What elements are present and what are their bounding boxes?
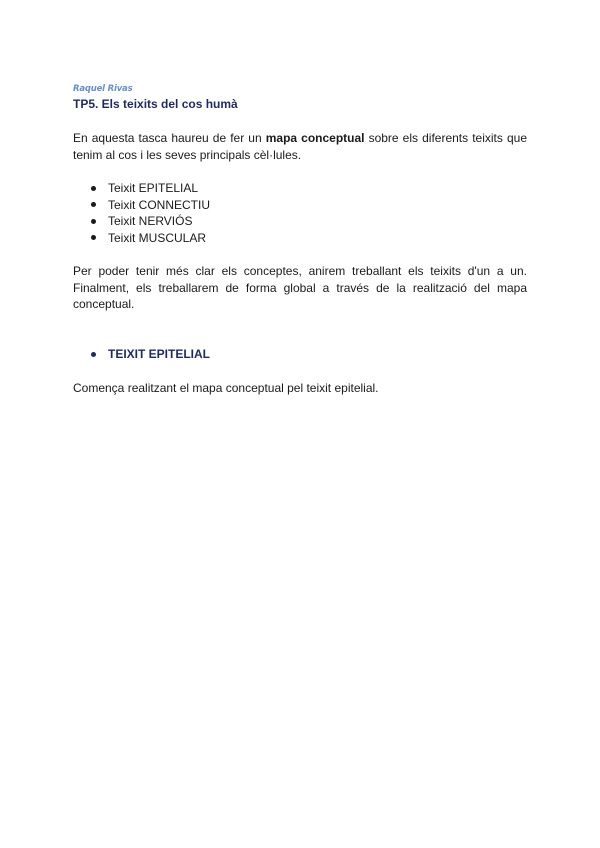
body-paragraph: Per poder tenir més clar els conceptes, anirem treballant els teixits d'un a un. Finalment, els treballarem de forma global a través de la realització del mapa conceptual.: [73, 264, 527, 312]
section-paragraph: Comença realitzant el mapa conceptual pel teixit epitelial.: [73, 381, 379, 395]
bullet-icon: [91, 186, 96, 191]
list-item-label: Teixit NERVIÓS: [108, 214, 193, 229]
list-item: [73, 180, 210, 197]
list-item: [73, 213, 210, 230]
bullet-icon: [91, 235, 96, 240]
list-item-label: Teixit EPITELIAL: [108, 181, 199, 195]
section-heading-label: TEIXIT EPITELIAL: [108, 347, 211, 361]
section-heading: [73, 346, 210, 363]
document-title: TP5. Els teixits del cos humà: [73, 97, 238, 111]
intro-text-before: En aquesta tasca haureu de fer un: [73, 131, 266, 145]
list-item: [73, 197, 210, 214]
intro-paragraph: [73, 130, 527, 163]
list-item-label: Teixit MUSCULAR: [108, 230, 207, 245]
bullet-icon: [91, 352, 96, 357]
intro-emphasis: mapa conceptual: [265, 131, 365, 145]
intro-text-after: sobre els diferents teixits que tenim al cos i les seves principals cèl·lules.: [73, 131, 527, 162]
list-item: [73, 230, 210, 247]
tissue-list: [73, 180, 210, 246]
list-item-label: Teixit CONNECTIU: [108, 197, 211, 212]
document-page: [73, 0, 527, 848]
bullet-icon: [91, 202, 96, 207]
author-name: Raquel Rivas: [73, 84, 133, 94]
bullet-icon: [91, 219, 96, 224]
